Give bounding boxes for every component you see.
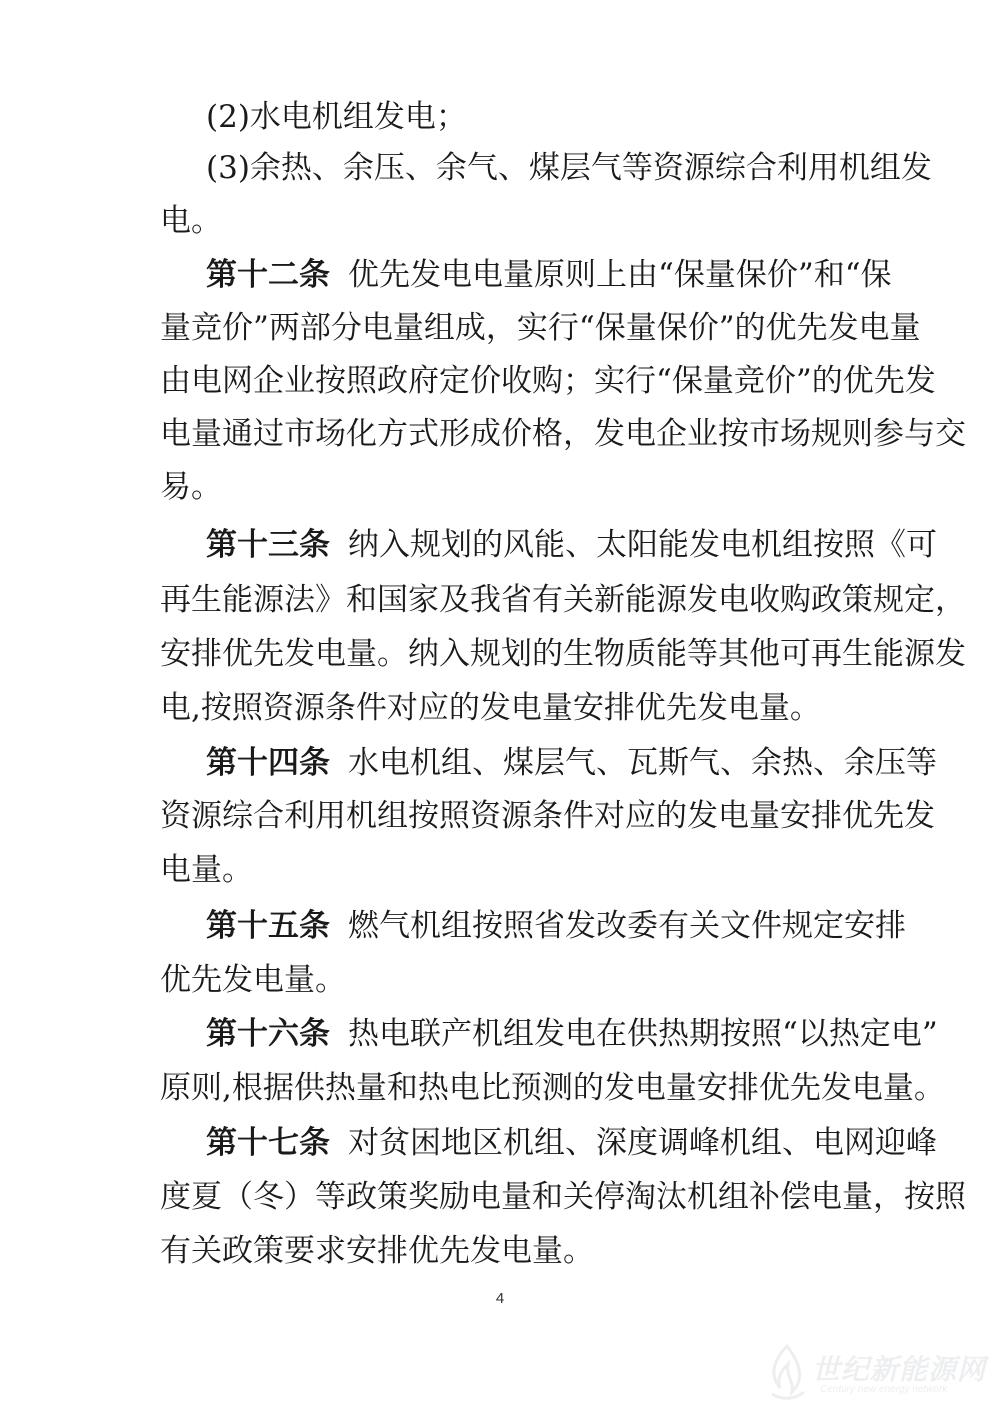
article-15-first-line: 第十五条 燃气机组按照省发改委有关文件规定安排	[206, 908, 906, 944]
article-13-heading: 第十三条	[206, 527, 330, 563]
page-number: 4	[495, 1290, 505, 1307]
text-line: 由电网企业按照政府定价收购；实行“保量竞价”的优先发	[160, 363, 936, 399]
article-14-first-line: 第十四条 水电机组、煤层气、瓦斯气、余热、余压等	[206, 745, 937, 781]
text-line: 安排优先发电量。纳入规划的生物质能等其他可再生能源发	[160, 636, 966, 672]
text-line: 电量通过市场化方式形成价格，发电企业按市场规则参与交	[160, 416, 966, 452]
article-12-heading: 第十二条	[206, 257, 330, 293]
watermark-name: 世纪新能源网	[812, 1353, 987, 1386]
text-line: 有关政策要求安排优先发电量。	[160, 1233, 594, 1269]
text-line: 易。	[160, 469, 222, 505]
article-17-heading: 第十七条	[206, 1125, 330, 1161]
text-line: 度夏（冬）等政策奖励电量和关停淘汰机组补偿电量，按照	[160, 1179, 966, 1215]
list-item-hydro: (2)水电机组发电；	[206, 99, 467, 135]
text-line: 再生能源法》和国家及我省有关新能源发电收购政策规定，	[160, 582, 966, 618]
article-13-first-line: 第十三条 纳入规划的风能、太阳能发电机组按照《可	[206, 527, 937, 563]
text-line: 资源综合利用机组按照资源条件对应的发电量安排优先发	[160, 798, 935, 834]
list-item-waste-heat: (3)余热、余压、余气、煤层气等资源综合利用机组发	[206, 150, 932, 186]
flame-logo-icon	[762, 1342, 812, 1402]
text-line: 量竞价”两部分电量组成，实行“保量保价”的优先发电量	[160, 310, 921, 346]
article-16-heading: 第十六条	[206, 1016, 330, 1052]
text-line: 电,按照资源条件对应的发电量安排优先发电量。	[160, 690, 821, 726]
article-17-first-line: 第十七条 对贫困地区机组、深度调峰机组、电网迎峰	[206, 1125, 937, 1161]
article-16-first-line: 第十六条 热电联产机组发电在供热期按照“以热定电”	[206, 1016, 938, 1052]
text-line: 电。	[160, 203, 222, 239]
text-line: 原则,根据供热量和热电比预测的发电量安排优先发电量。	[160, 1070, 945, 1106]
article-15-heading: 第十五条	[206, 908, 330, 944]
watermark-subtitle: Century new energy network	[820, 1384, 948, 1395]
text-line: 优先发电量。	[160, 962, 346, 998]
text-line: 电量。	[160, 852, 253, 888]
article-12-first-line: 第十二条 优先发电电量原则上由“保量保价”和“保	[206, 257, 892, 293]
article-14-heading: 第十四条	[206, 745, 330, 781]
watermark	[762, 1338, 992, 1408]
